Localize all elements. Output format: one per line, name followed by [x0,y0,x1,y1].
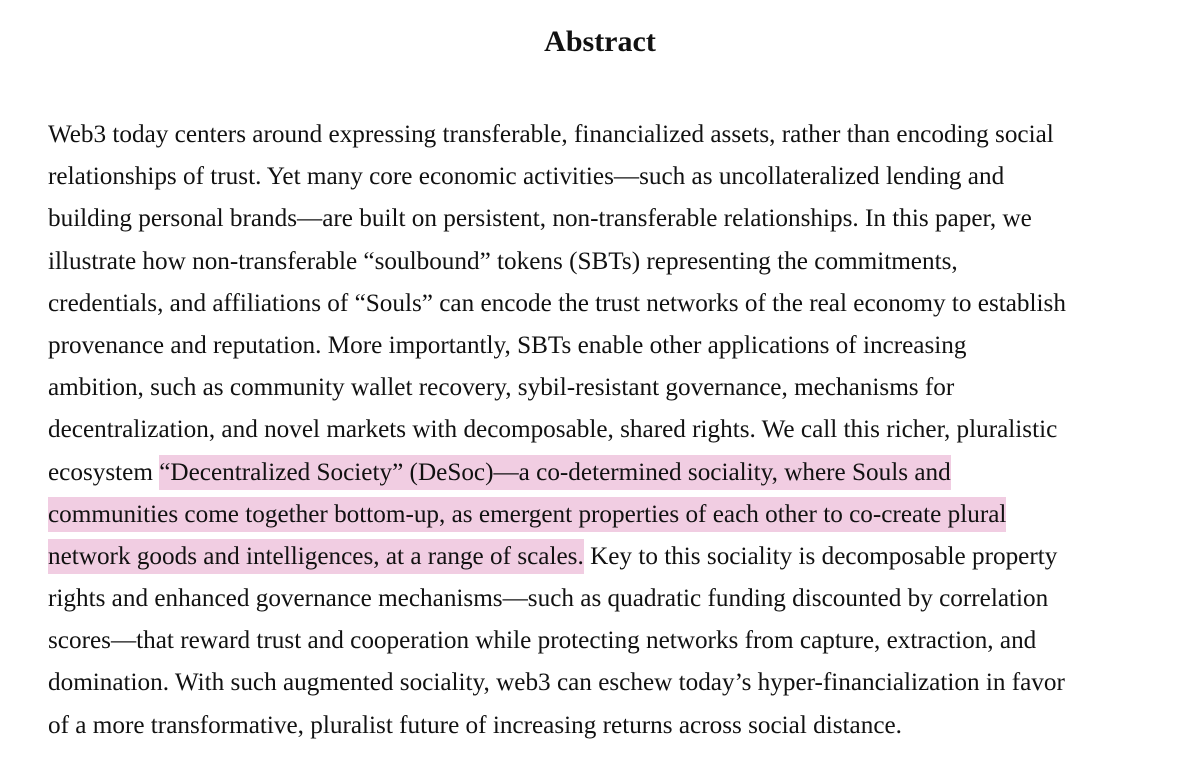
abstract-line: relationships of trust. Yet many core economic activities—such as uncollateralized lending and [48,163,1005,191]
abstract-heading: Abstract [544,25,656,58]
abstract-line: credentials, and affiliations of “Souls” can encode the trust networks of the real economy to establish [48,289,1066,317]
abstract-line: building personal brands—are built on persistent, non-transferable relationships. In this paper, we [48,205,1032,233]
abstract-line: scores—that reward trust and cooperation while protecting networks from capture, extraction, and [48,627,1037,655]
abstract-body [48,114,1178,747]
abstract-line: decentralization, and novel markets with decomposable, shared rights. We call this richer, pluralistic [48,416,1058,444]
abstract-line: of a more transformative, pluralist future of increasing returns across social distance. [48,711,902,739]
plain-text: ecosystem [48,458,160,486]
abstract-line-highlighted [48,452,1178,494]
plain-text: Key to this sociality is decomposable property [583,542,1058,570]
abstract-line: provenance and reputation. More importantly, SBTs enable other applications of increasing [48,331,967,359]
abstract-line-highlighted [48,494,1178,536]
abstract-line: domination. With such augmented sociality, web3 can eschew today’s hyper-financialization in favor [48,669,1065,697]
highlighted-text: “Decentralized Society” (DeSoc)—a co-determined sociality, where Souls and [159,455,950,490]
abstract-line: ambition, such as community wallet recovery, sybil-resistant governance, mechanisms for [48,374,955,402]
highlighted-text: communities come together bottom-up, as emergent properties of each other to co-create plural [48,497,1006,532]
abstract-line: Web3 today centers around expressing transferable, financialized assets, rather than encoding social [48,121,1054,148]
abstract-line: rights and enhanced governance mechanisms—such as quadratic funding discounted by correlation [48,585,1049,613]
highlighted-text: network goods and intelligences, at a range of scales. [48,539,584,574]
abstract-line-highlighted [48,536,1178,578]
abstract-line: illustrate how non-transferable “soulbound” tokens (SBTs) representing the commitments, [48,247,958,275]
